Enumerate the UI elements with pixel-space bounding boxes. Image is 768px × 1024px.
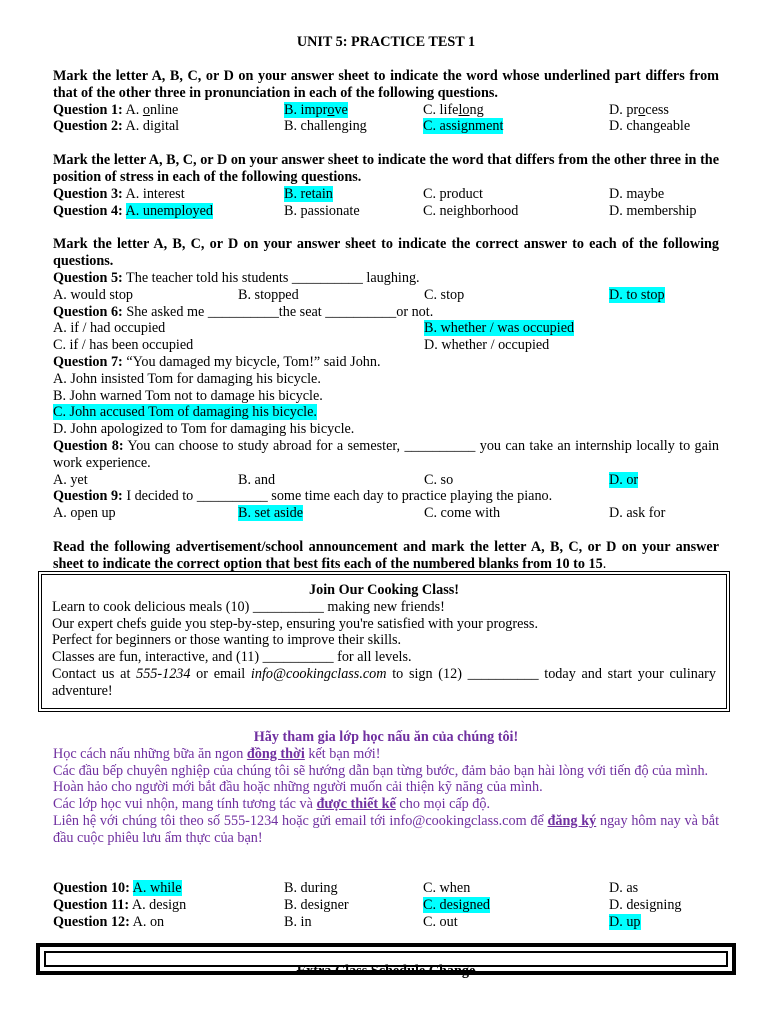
question-3: Question 3: A. interest B. retain C. product D. maybe <box>53 185 665 202</box>
question-1: Question 1: A. online B. improve C. lifelong D. process <box>53 101 669 118</box>
question-7-option-c <box>53 404 719 421</box>
correct-answer-highlight: A. unemployed <box>125 202 214 219</box>
question-9-stem: Question 9: I decided to __________ some time each day to practice playing the piano. <box>53 488 553 505</box>
vn-line-1: Học cách nấu những bữa ăn ngon đồng thời kết bạn mới! <box>53 745 381 762</box>
vietnamese-translation <box>53 729 719 847</box>
correct-answer-highlight: C. designed <box>423 896 490 913</box>
section3-instruction: Mark the letter A, B, C, or D on your answer sheet to indicate the correct answer to each of the following questions. <box>53 236 719 270</box>
question-9-options: A. open up B. set aside C. come with D. ask for <box>53 505 666 522</box>
question-8-options: A. yet B. and C. so D. or <box>53 471 639 488</box>
correct-answer-highlight: D. up <box>609 913 641 930</box>
question-7-option-b: B. John warned Tom not to damage his bicycle. <box>53 387 323 404</box>
correct-answer-highlight: B. improve <box>284 101 348 118</box>
vn-line-3: Hoàn hảo cho người mới bắt đầu hoặc những người muốn cải thiện kỹ năng của mình. <box>53 779 543 796</box>
question-6-options-cd: C. if / has been occupied D. whether / occupied <box>53 337 550 354</box>
question-7-option-a: A. John insisted Tom for damaging his bicycle. <box>53 370 321 387</box>
ad-line-3: Perfect for beginners or those wanting to improve their skills. <box>52 632 402 649</box>
ad-phone: 555-1234 <box>136 665 191 682</box>
correct-answer-highlight: C. assignment <box>423 118 504 135</box>
question-7-option-d: D. John apologized to Tom for damaging his bicycle. <box>53 421 355 438</box>
section1-instruction: Mark the letter A, B, C, or D on your answer sheet to indicate the word whose underlined part differs from that of the other three in pronunciation in each of the following questions. <box>53 68 719 101</box>
question-11: Question 11: A. design B. designer C. designed D. designing <box>53 896 682 913</box>
section4-instruction: Read the following advertisement/school announcement and mark the letter A, B, C, or D on your answer sheet to indicate the correct option that best fits each of the numbered blanks from 10 to 15. <box>53 538 719 572</box>
correct-answer-highlight: C. John accused Tom of damaging his bicycle. <box>53 404 317 421</box>
question-4: Question 4: A. unemployed B. passionate C. neighborhood D. membership <box>53 202 697 219</box>
vn-line-4: Các lớp học vui nhộn, mang tính tương tác và được thiết kế cho mọi cấp độ. <box>53 796 491 813</box>
question-12: Question 12: A. on B. in C. out D. up <box>53 913 641 930</box>
vn-line-5: Liên hệ với chúng tôi theo số 555-1234 hoặc gửi email tới info@cookingclass.com để đăng ký ngay hôm nay và bắt đầu cuộc phiêu lưu ẩm thực của bạn! <box>53 812 720 846</box>
correct-answer-highlight: B. whether / was occupied <box>424 320 575 337</box>
question-5-options: A. would stop B. stopped C. stop D. to stop <box>53 286 665 303</box>
correct-answer-highlight: D. or <box>609 471 639 488</box>
advertisement-box <box>38 571 730 712</box>
questions-10-12 <box>53 880 719 930</box>
question-6-options-ab: A. if / had occupied B. whether / was occupied <box>53 320 575 337</box>
correct-answer-highlight: B. retain <box>284 185 333 202</box>
question-5-stem: Question 5: The teacher told his students __________ laughing. <box>53 269 420 286</box>
page-title: UNIT 5: PRACTICE TEST 1 <box>296 34 476 50</box>
ad-line-2: Our expert chefs guide you step-by-step, ensuring you're satisfied with your progress. <box>52 615 538 632</box>
correct-answer-highlight: B. set aside <box>238 505 304 522</box>
question-8-stem: Question 8: You can choose to study abroad for a semester, __________ you can take an internship locally to gain work experience. <box>53 437 719 471</box>
ad-line-5: Contact us at 555-1234 or email info@cookingclass.com to sign (12) __________ today and start your culinary adventure! <box>52 665 716 699</box>
ad-email: info@cookingclass.com <box>250 665 387 682</box>
question-label: Question 1: <box>53 101 123 118</box>
vn-line-2: Các đầu bếp chuyên nghiệp của chúng tôi sẽ hướng dẫn bạn từng bước, đảm bảo bạn hài lòng với tiến độ của mình. <box>53 762 709 779</box>
next-section-box <box>36 943 736 979</box>
ad-line-4: Classes are fun, interactive, and (11) __________ for all levels. <box>52 649 412 666</box>
next-section-title: Extra Class Schedule Change <box>296 963 476 979</box>
worksheet-page <box>53 0 719 573</box>
advertisement-title: Join Our Cooking Class! <box>309 582 459 598</box>
vietnamese-title: Hãy tham gia lớp học nấu ăn của chúng tôi! <box>253 729 519 745</box>
question-6-stem: Question 6: She asked me __________the seat __________or not. <box>53 303 434 320</box>
question-10: Question 10: A. while B. during C. when D. as <box>53 880 639 896</box>
question-2: Question 2: A. digital B. challenging C. assignment D. changeable <box>53 118 691 135</box>
section2-instruction: Mark the letter A, B, C, or D on your answer sheet to indicate the word that differs from the other three in the position of stress in each of the following questions. <box>53 152 719 185</box>
question-7-stem: Question 7: “You damaged my bicycle, Tom!” said John. <box>53 353 381 370</box>
correct-answer-highlight: A. while <box>132 880 182 896</box>
question-label: Question 2: <box>53 118 123 135</box>
ad-line-1: Learn to cook delicious meals (10) __________ making new friends! <box>52 598 445 615</box>
correct-answer-highlight: D. to stop <box>609 286 665 303</box>
